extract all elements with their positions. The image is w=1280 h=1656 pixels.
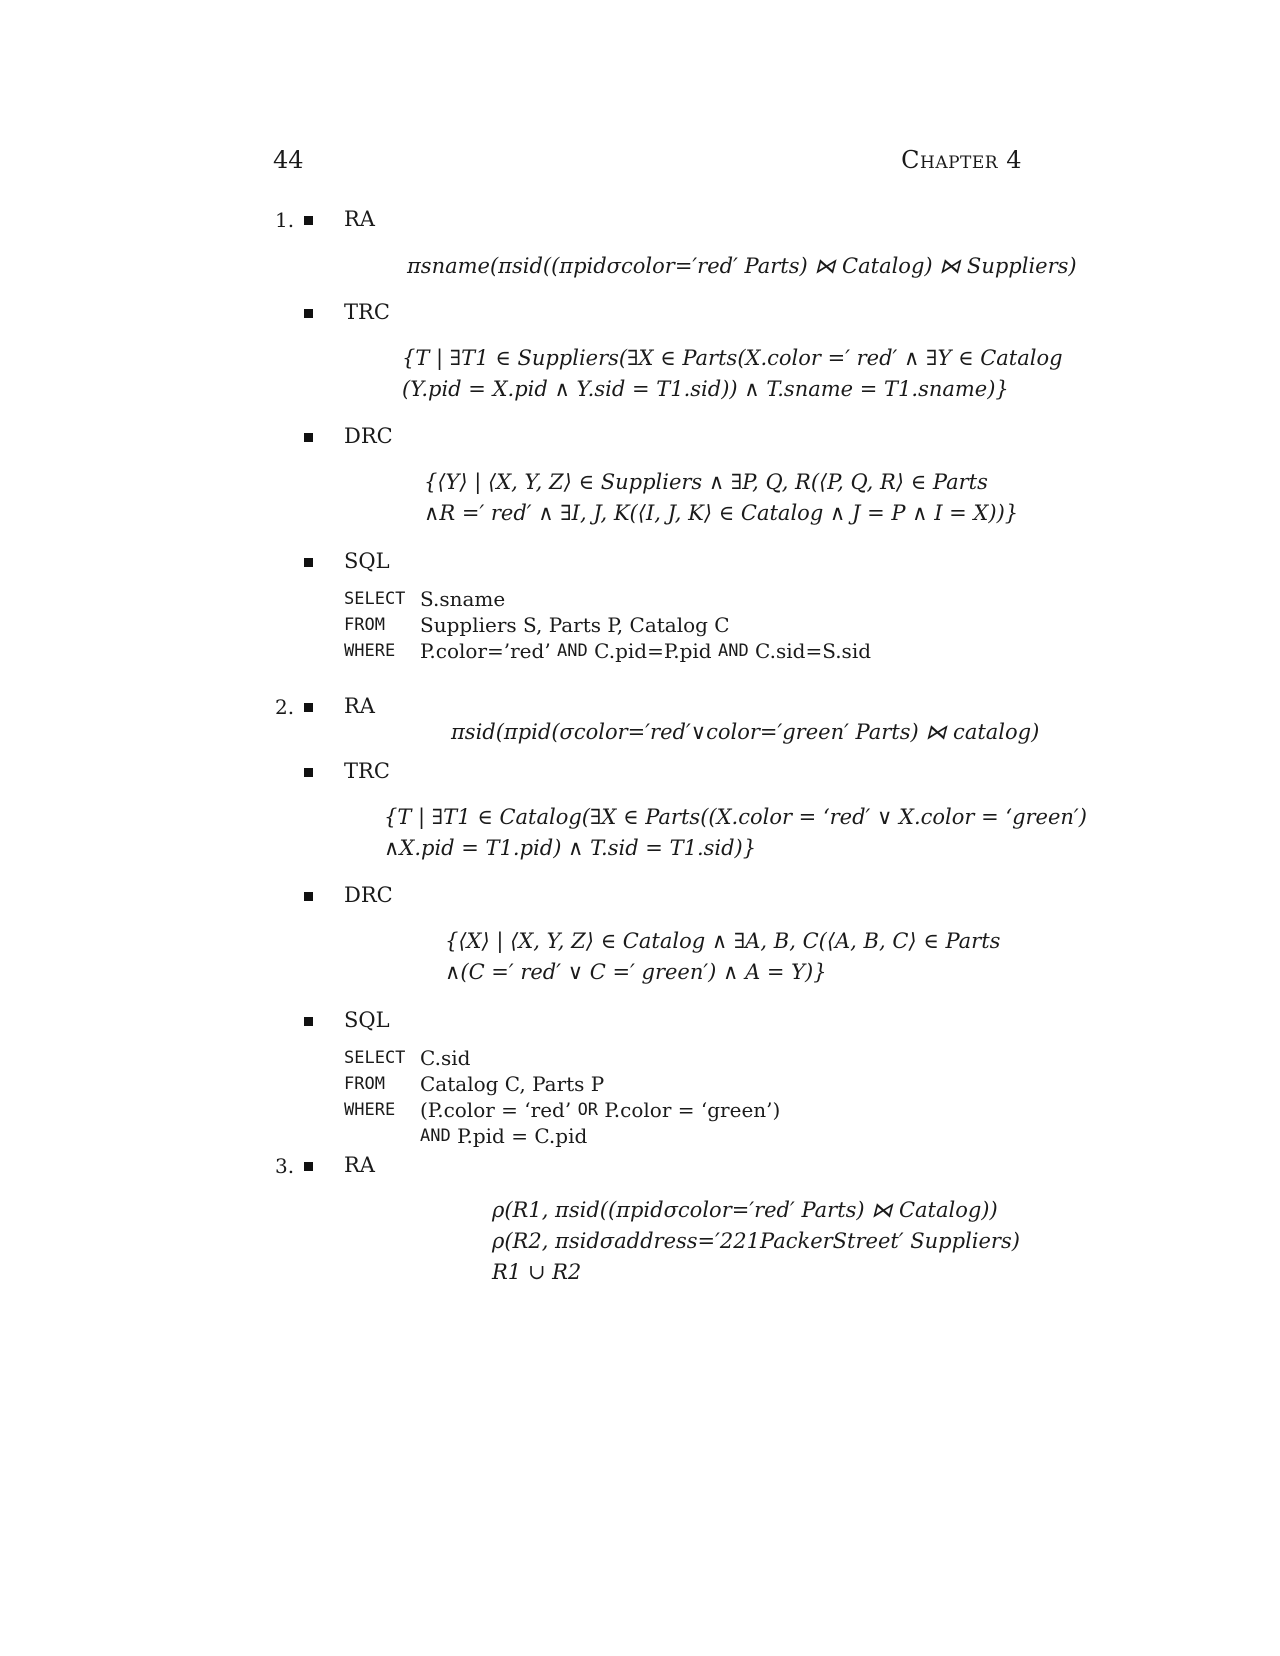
sql-keyword: WHERE (344, 641, 396, 661)
q1-drc-line-2: ∧R =′ red′ ∧ ∃I, J, K(⟨I, J, K⟩ ∈ Catalog ∧ J = P ∧ I = X))} (424, 501, 1019, 525)
label-drc: DRC (344, 883, 393, 907)
bullet-icon (304, 703, 313, 712)
item-number-2: 2. (275, 695, 295, 719)
bullet-icon (304, 433, 313, 442)
q1-sql-block (344, 586, 871, 664)
sql-select-value: S.sname (420, 587, 506, 611)
q1-trc-line-2: (Y.pid = X.pid ∧ Y.sid = T1.sid)) ∧ T.sname = T1.sname)} (402, 377, 1009, 401)
sql-keyword: SELECT (344, 589, 406, 609)
sql-keyword: AND (717, 641, 749, 661)
bullet-icon (304, 1017, 313, 1026)
q2-sql-block (344, 1045, 780, 1149)
q3-ra-line-2: ρ(R2, πsidσaddress=′221PackerStreet′ Suppliers) (492, 1229, 1020, 1253)
sql-keyword: WHERE (344, 1100, 396, 1120)
chapter-title: Chapter 4 (901, 146, 1022, 174)
sql-keyword: FROM (344, 1074, 385, 1094)
sql-keyword: AND (420, 1126, 451, 1146)
sql-keyword: OR (577, 1100, 599, 1120)
item-number-3: 3. (275, 1154, 295, 1178)
q2-drc-line-2: ∧(C =′ red′ ∨ C =′ green′) ∧ A = Y)} (445, 960, 827, 984)
label-sql: SQL (344, 1008, 390, 1032)
label-ra: RA (344, 207, 375, 231)
q2-trc-line-2: ∧X.pid = T1.pid) ∧ T.sid = T1.sid)} (384, 836, 757, 860)
q2-trc-line-1: {T | ∃T1 ∈ Catalog(∃X ∈ Parts((X.color = ‘red′ ∨ X.color = ‘green′) (384, 805, 1087, 829)
q3-ra-line-3: R1 ∪ R2 (492, 1260, 582, 1284)
sql-where-part: P.color = ‘green’) (604, 1098, 781, 1122)
q2-drc-line-1: {⟨X⟩ | ⟨X, Y, Z⟩ ∈ Catalog ∧ ∃A, B, C(⟨A, B, C⟩ ∈ Parts (445, 929, 1001, 953)
bullet-icon (304, 558, 313, 567)
sql-where-part: P.color=’red’ (420, 639, 551, 663)
sql-keyword: SELECT (344, 1048, 406, 1068)
label-trc: TRC (344, 300, 390, 324)
bullet-icon (304, 892, 313, 901)
q1-drc-line-1: {⟨Y⟩ | ⟨X, Y, Z⟩ ∈ Suppliers ∧ ∃P, Q, R(⟨P, Q, R⟩ ∈ Parts (424, 470, 988, 494)
label-trc: TRC (344, 759, 390, 783)
label-ra: RA (344, 1153, 375, 1177)
sql-from-value: Suppliers S, Parts P, Catalog C (420, 613, 730, 637)
bullet-icon (304, 309, 313, 318)
q1-trc-line-1: {T | ∃T1 ∈ Suppliers(∃X ∈ Parts(X.color =′ red′ ∧ ∃Y ∈ Catalog (402, 346, 1063, 370)
label-ra: RA (344, 694, 375, 718)
sql-where-part: C.pid=P.pid (594, 639, 712, 663)
sql-from-value: Catalog C, Parts P (420, 1072, 605, 1096)
sql-select-value: C.sid (420, 1046, 471, 1070)
item-number-1: 1. (275, 208, 295, 232)
bullet-icon (304, 768, 313, 777)
sql-where-part: P.pid = C.pid (457, 1124, 588, 1148)
label-sql: SQL (344, 549, 390, 573)
q2-ra-expression: πsid(πpid(σcolor=′red′∨color=′green′ Parts) ⋈ catalog) (451, 720, 1040, 744)
sql-keyword: FROM (344, 615, 385, 635)
sql-keyword: AND (557, 641, 588, 661)
q1-ra-expression: πsname(πsid((πpidσcolor=′red′ Parts) ⋈ Catalog) ⋈ Suppliers) (407, 254, 1077, 278)
bullet-icon (304, 216, 313, 225)
label-drc: DRC (344, 424, 393, 448)
bullet-icon (304, 1162, 313, 1171)
sql-where-part: C.sid=S.sid (755, 639, 872, 663)
page-number: 44 (273, 146, 304, 174)
sql-where-part: (P.color = ‘red’ (420, 1098, 572, 1122)
q3-ra-line-1: ρ(R1, πsid((πpidσcolor=′red′ Parts) ⋈ Catalog)) (492, 1198, 998, 1222)
